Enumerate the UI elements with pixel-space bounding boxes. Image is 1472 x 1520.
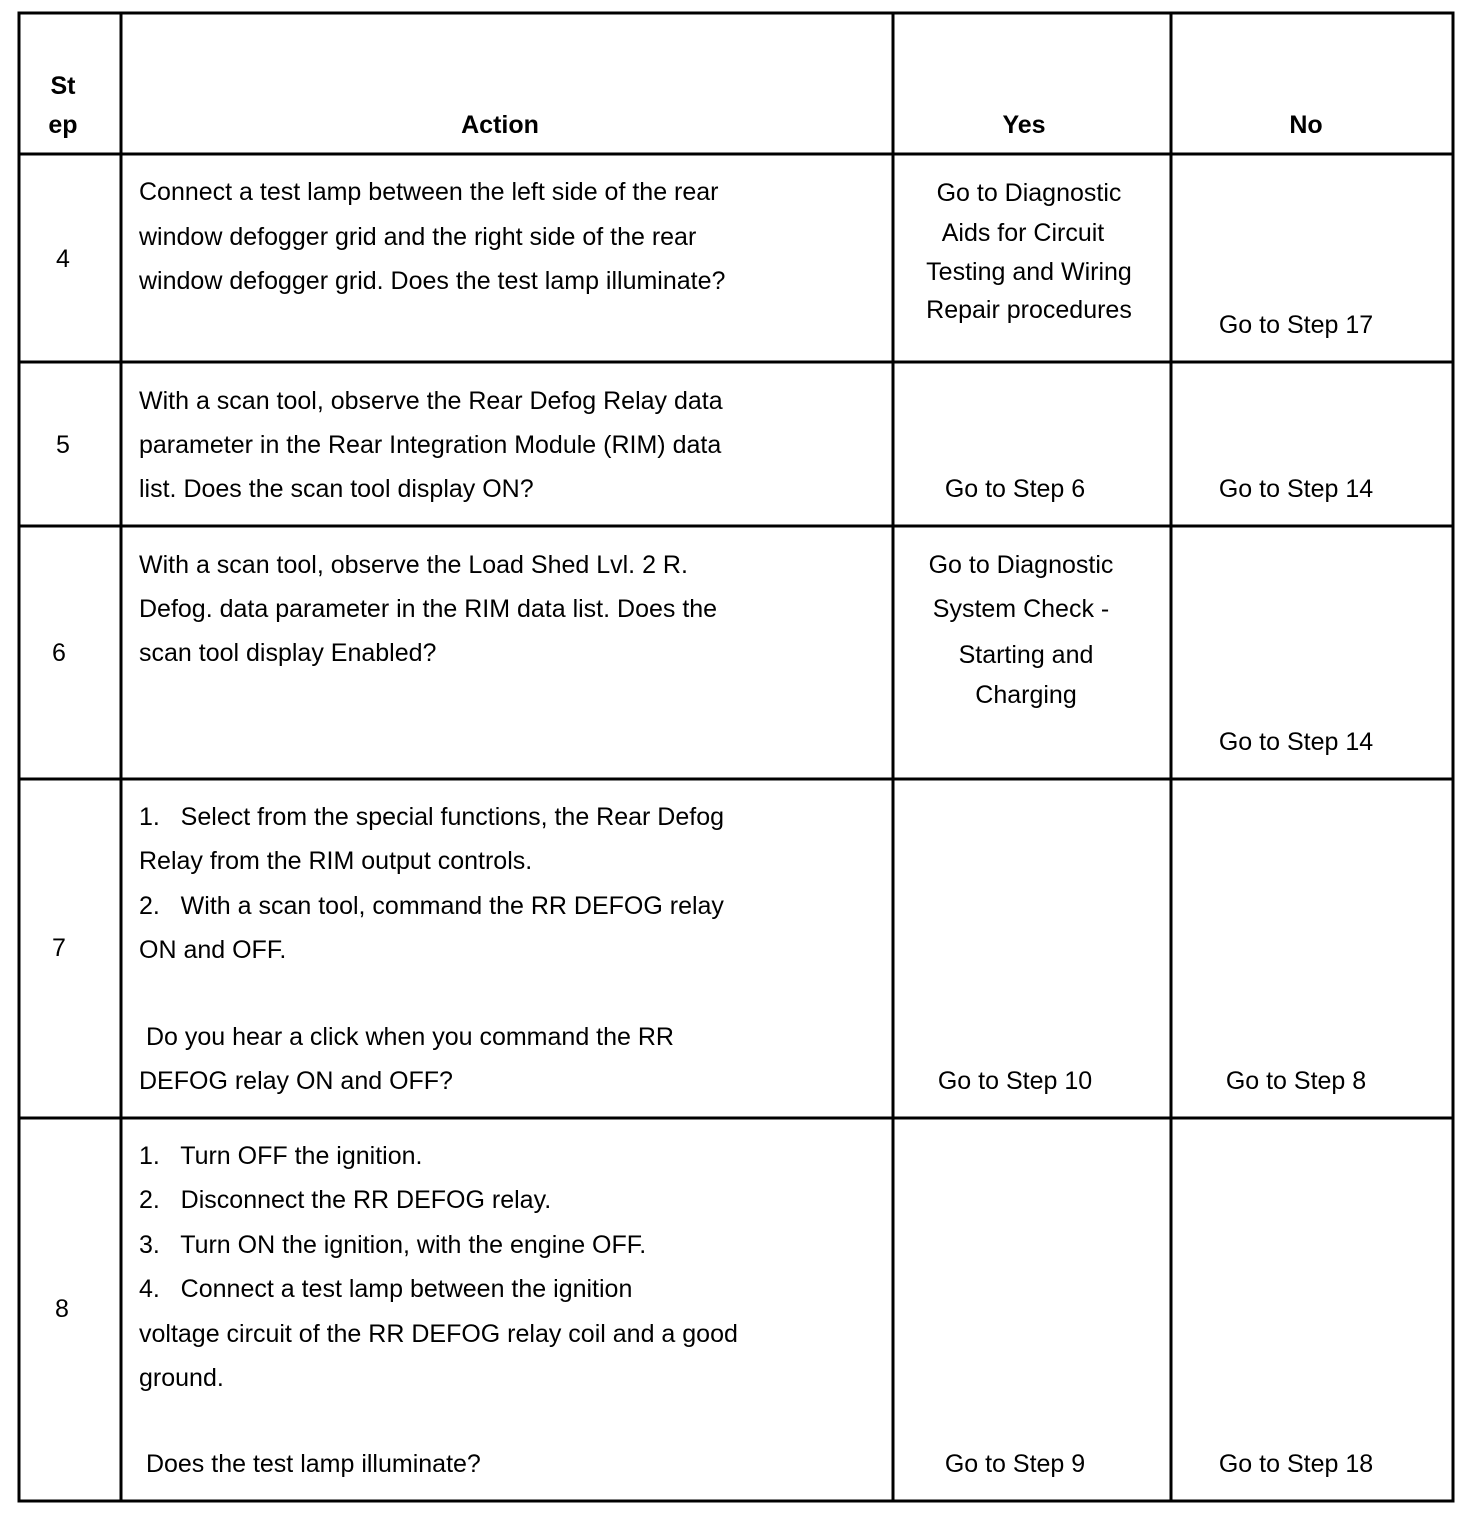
action-line: 2. Disconnect the RR DEFOG relay. (139, 1186, 552, 1214)
step-number: 7 (52, 934, 66, 962)
action-line: Do you hear a click when you command the RR (139, 1023, 674, 1051)
yes-line: System Check - (932, 595, 1110, 623)
header-step-line2: ep (48, 111, 78, 139)
yes-line: Testing and Wiring (926, 258, 1132, 286)
action-line: 3. Turn ON the ignition, with the engine OFF. (139, 1231, 647, 1259)
action-line: 4. Connect a test lamp between the ignition (139, 1275, 633, 1303)
header-step-line1: St (50, 72, 76, 100)
header-action: Action (461, 111, 539, 139)
header-yes: Yes (1002, 111, 1046, 139)
yes-line: Repair procedures (926, 296, 1132, 324)
step-number: 4 (56, 245, 70, 273)
header-no: No (1289, 111, 1323, 139)
action-line: Does the test lamp illuminate? (139, 1450, 481, 1478)
action-line: list. Does the scan tool display ON? (139, 475, 534, 503)
no-target: Go to Step 14 (1218, 728, 1374, 756)
yes-target: Go to Step 9 (944, 1450, 1086, 1478)
action-line: Relay from the RIM output controls. (139, 847, 533, 875)
action-line: 1. Select from the special functions, the Rear Defog (139, 803, 725, 831)
yes-line: Starting and (958, 641, 1094, 669)
action-line: With a scan tool, observe the Load Shed Lvl. 2 R. (139, 551, 688, 579)
no-target: Go to Step 17 (1218, 311, 1374, 339)
yes-line: Go to Diagnostic (936, 179, 1122, 207)
action-line: Connect a test lamp between the left side of the rear (139, 178, 719, 206)
action-line: Defog. data parameter in the RIM data list. Does the (139, 595, 718, 623)
step-number: 5 (56, 431, 70, 459)
step-number: 8 (55, 1295, 69, 1323)
step-number: 6 (52, 639, 66, 667)
action-line: 1. Turn OFF the ignition. (139, 1142, 423, 1170)
yes-target: Go to Step 6 (944, 475, 1086, 503)
action-line: 2. With a scan tool, command the RR DEFOG relay (139, 892, 724, 920)
action-line: parameter in the Rear Integration Module (RIM) data (139, 431, 722, 459)
action-line: window defogger grid. Does the test lamp illuminate? (139, 267, 726, 295)
yes-line: Charging (975, 681, 1077, 709)
yes-line: Aids for Circuit (941, 219, 1105, 247)
action-line: ON and OFF. (139, 936, 287, 964)
action-line: voltage circuit of the RR DEFOG relay coil and a good (139, 1320, 738, 1348)
yes-line: Go to Diagnostic (928, 551, 1114, 579)
action-line: window defogger grid and the right side of the rear (139, 223, 697, 251)
action-line: DEFOG relay ON and OFF? (139, 1067, 453, 1095)
no-target: Go to Step 18 (1218, 1450, 1374, 1478)
action-line: With a scan tool, observe the Rear Defog Relay data (139, 387, 723, 415)
no-target: Go to Step 8 (1225, 1067, 1367, 1095)
action-line: ground. (139, 1364, 224, 1392)
no-target: Go to Step 14 (1218, 475, 1374, 503)
action-line: scan tool display Enabled? (139, 639, 437, 667)
yes-target: Go to Step 10 (937, 1067, 1093, 1095)
